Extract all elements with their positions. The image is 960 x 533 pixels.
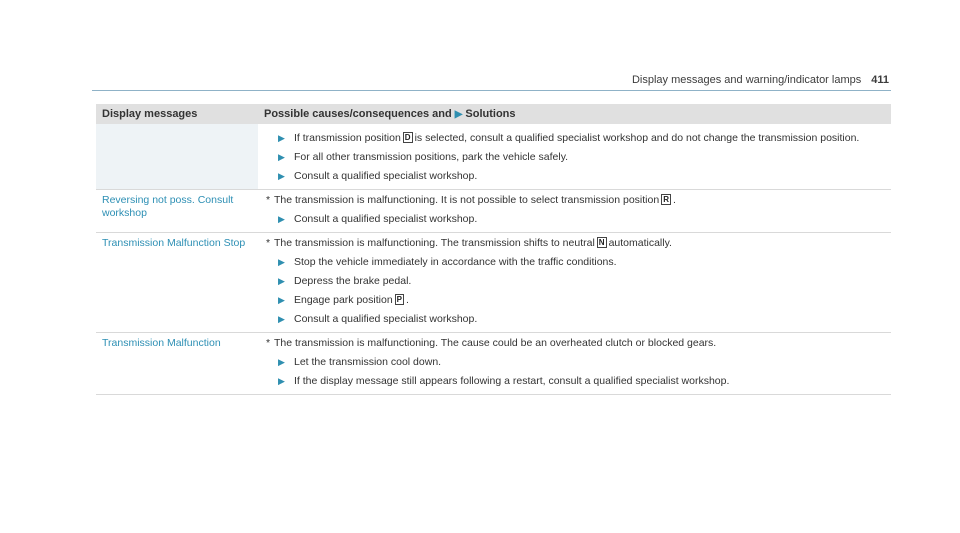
- solution-text: Consult a qualified specialist workshop.: [294, 313, 478, 325]
- table-row: [96, 233, 891, 333]
- solution-text: Consult a qualified specialist workshop.: [294, 213, 478, 225]
- solution-text: Depress the brake pedal.: [294, 275, 412, 287]
- right-triangle-arrow-icon: ▶: [278, 257, 285, 267]
- page-header: [632, 74, 889, 86]
- solution-step: [264, 294, 885, 307]
- col-header-solutions: Solutions: [465, 107, 516, 120]
- display-message-cell: [96, 124, 258, 190]
- cause-text: automatically.: [608, 237, 672, 249]
- right-triangle-arrow-icon: ▶: [454, 108, 463, 120]
- col-header-display-messages: Display messages: [96, 104, 258, 124]
- header-divider: [92, 90, 891, 91]
- solution-text: Let the transmission cool down.: [294, 356, 442, 368]
- right-triangle-arrow-icon: ▶: [278, 152, 285, 162]
- solution-step: [264, 213, 885, 226]
- page-number: 411: [871, 74, 889, 86]
- solution-text: is selected, consult a qualified specialist workshop and do not change the transmission position.: [414, 132, 860, 144]
- solution-step: [264, 313, 885, 326]
- table-header-row: [96, 104, 891, 124]
- solution-text: If the display message still appears following a restart, consult a qualified specialist workshop.: [294, 375, 730, 387]
- solution-step: [264, 256, 885, 269]
- gear-position-icon: D: [404, 133, 411, 142]
- right-triangle-arrow-icon: ▶: [278, 295, 285, 305]
- solution-text: Stop the vehicle immediately in accordance with the traffic conditions.: [294, 256, 617, 268]
- solution-text: Engage park position: [294, 294, 393, 306]
- display-message-cell: [96, 233, 258, 333]
- cause-text: The transmission is malfunctioning. The transmission shifts to neutral: [274, 237, 595, 249]
- col-header-causes: Possible causes/consequences and: [264, 107, 452, 120]
- table-row: [96, 190, 891, 233]
- solution-step: [264, 275, 885, 288]
- display-message-text: Reversing not poss. Consult workshop: [102, 194, 234, 219]
- footnote-star: *: [266, 237, 271, 249]
- solution-text: For all other transmission positions, park the vehicle safely.: [294, 151, 569, 163]
- right-triangle-arrow-icon: ▶: [278, 133, 285, 143]
- right-triangle-arrow-icon: ▶: [278, 171, 285, 181]
- solution-step: [264, 356, 885, 369]
- right-triangle-arrow-icon: ▶: [278, 376, 285, 386]
- cause-text: The transmission is malfunctioning. It is not possible to select transmission position: [274, 194, 660, 206]
- right-triangle-arrow-icon: ▶: [278, 314, 285, 324]
- solution-step: [264, 132, 885, 145]
- footnote-star: *: [266, 337, 271, 349]
- possible-cause: [264, 337, 885, 350]
- cause-text: .: [672, 194, 676, 206]
- gear-position-icon: N: [598, 238, 605, 247]
- causes-solutions-cell: [258, 233, 891, 333]
- solution-step: [264, 375, 885, 388]
- solution-text: .: [406, 294, 409, 306]
- cause-text: The transmission is malfunctioning. The cause could be an overheated clutch or blocked gears.: [274, 337, 717, 349]
- gear-position-icon: R: [663, 195, 669, 204]
- causes-solutions-cell: [258, 333, 891, 395]
- solution-step: [264, 151, 885, 164]
- right-triangle-arrow-icon: ▶: [278, 276, 285, 286]
- solution-step: [264, 170, 885, 183]
- display-message-text: Transmission Malfunction: [102, 337, 221, 349]
- table-row: [96, 333, 891, 395]
- display-message-text: Transmission Malfunction Stop: [102, 237, 246, 249]
- footnote-star: *: [266, 194, 271, 206]
- possible-cause: [264, 194, 885, 207]
- table-row: [96, 124, 891, 190]
- right-triangle-arrow-icon: ▶: [278, 357, 285, 367]
- section-title: Display messages and warning/indicator lamps: [631, 74, 862, 86]
- solution-text: If transmission position: [294, 132, 401, 144]
- solution-text: Consult a qualified specialist workshop.: [294, 170, 478, 182]
- causes-solutions-cell: [258, 124, 891, 190]
- display-message-cell: [96, 333, 258, 395]
- gear-position-icon: P: [396, 295, 402, 304]
- causes-solutions-cell: [258, 190, 891, 233]
- possible-cause: [264, 237, 885, 250]
- right-triangle-arrow-icon: ▶: [278, 214, 285, 224]
- col-header-causes-solutions: [258, 104, 891, 124]
- display-message-cell: [96, 190, 258, 233]
- display-messages-table: [96, 104, 891, 395]
